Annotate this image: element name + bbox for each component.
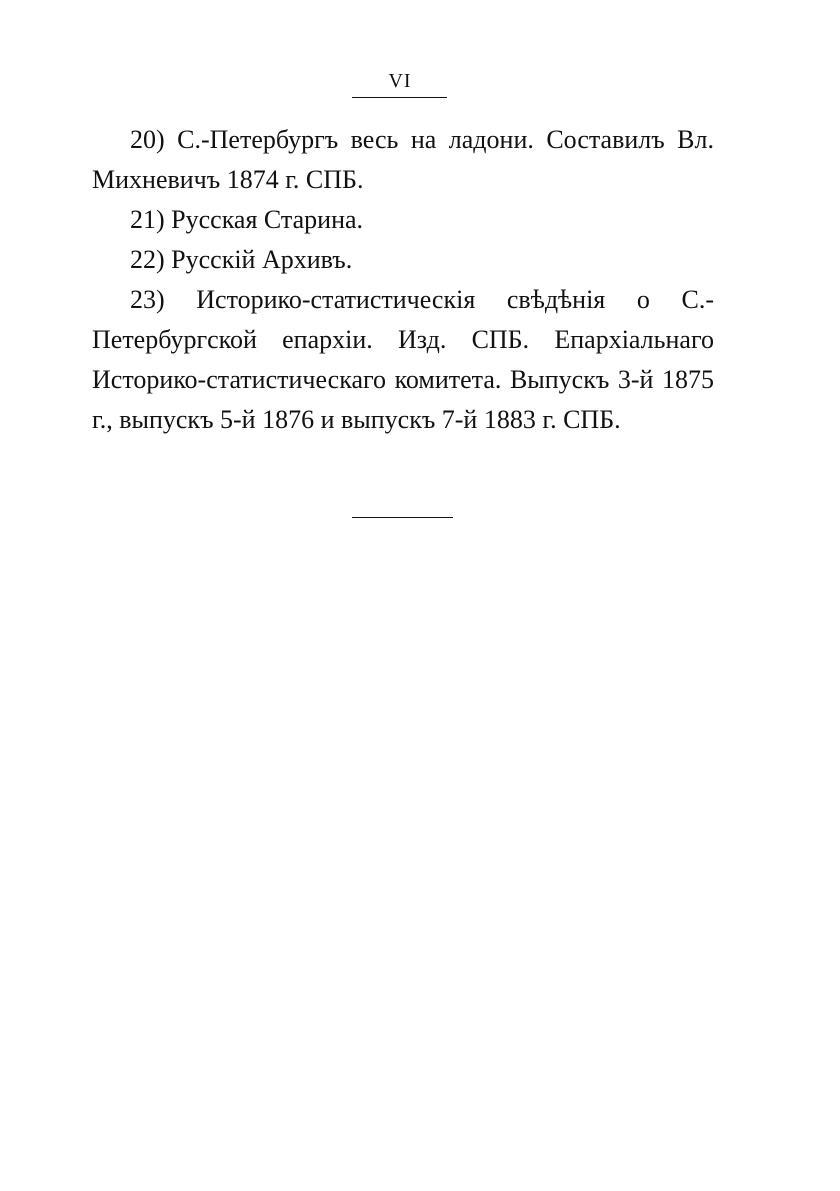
end-rule (352, 517, 453, 518)
bibliography-entry-23: 23) Историко-статистическія свѣдѣнія о С.-Петербургской епархіи. Изд. СПБ. Епархіальнаго Историко-статистическаго комитета. Выпускъ 3-й 1875 г., выпускъ 5-й 1876 и выпускъ 7-й 1883 г. СПБ. (92, 285, 714, 434)
bibliography-entry-21: 21) Русская Старина. (130, 205, 364, 234)
bibliography-entry-20: 20) С.-Петербургъ весь на ладони. Составилъ Вл. Михневичъ 1874 г. СПБ. (92, 125, 714, 194)
bibliography-entry-22: 22) Русскій Архивъ. (130, 245, 353, 274)
header-rule (352, 97, 447, 98)
bibliography-list (92, 120, 714, 440)
page-number: VI (388, 70, 412, 92)
